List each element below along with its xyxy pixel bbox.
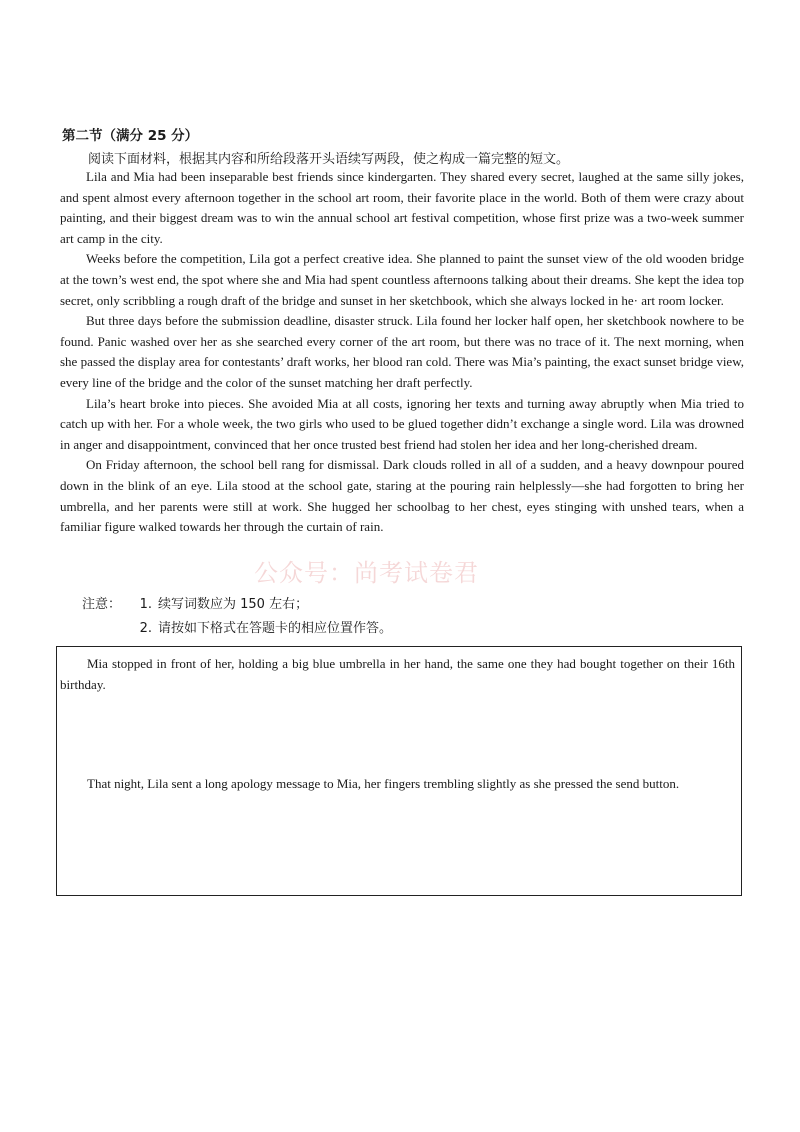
passage-paragraph: On Friday afternoon, the school bell rang for dismissal. Dark clouds rolled in all of a sudden, and a heavy downpour poured down in the blink of an eye. Lila stood at the school gate, staring at the pouring rain helplessly—she had forgotten to bring her umbrella, and her parents were still at work. She hugged her schoolbag to her chest, eyes stinging with unshed tears, when a familiar figure walked towards her through the curtain of rain. — [60, 457, 744, 535]
watermark: 公众号：尚考试卷君 — [254, 559, 479, 587]
passage-paragraph: Lila’s heart broke into pieces. She avoided Mia at all costs, ignoring her texts and turning away abruptly when Mia tried to catch up with her. For a whole week, the two girls who used to be glued together didn’t exchange a single word. Lila was drowned in anger and disappointment, convinced that her once trusted best friend had stolen her idea and her long-cherished dream. — [60, 395, 744, 452]
paragraph2-opening: That night, Lila sent a long apology message to Mia, her fingers trembling slightly as she pressed the send button. — [87, 776, 680, 791]
passage-paragraph: Lila and Mia had been inseparable best friends since kindergarten. They shared every secret, laughed at the same silly jokes, and spent almost every afternoon together in the school art room, their favorite place in the world. Both of them were crazy about painting, and their biggest dream was to win the annual school art festival competition, whose first prize was a two-week summer art camp in the city. — [60, 169, 744, 246]
answer-box[interactable] — [56, 646, 742, 896]
reading-passage — [60, 167, 744, 538]
note-item — [82, 617, 392, 641]
note-number: 2. — [139, 621, 152, 636]
note-item — [82, 593, 392, 617]
instruction-text: 阅读下面材料，根据其内容和所给段落开头语续写两段，使之构成一篇完整的短文。 — [88, 152, 570, 167]
paragraph1-opening: Mia stopped in front of her, holding a big blue umbrella in her hand, the same one they had bought together on their 16th birthday. — [60, 656, 735, 692]
notes-label: 注意： — [82, 597, 122, 612]
note-number: 1. — [139, 597, 152, 612]
note-text: 续写词数应为 150 左右； — [158, 597, 309, 612]
passage-paragraph: Weeks before the competition, Lila got a perfect creative idea. She planned to paint the sunset view of the old wooden bridge at the town’s west end, the spot where she and Mia had spent countless afternoons talking about their dreams. She kept the idea top secret, only scribbling a rough draft of the bridge and sunset in her sketchbook, which she always locked in he· art room locker. — [60, 251, 744, 308]
section-title: 第二节（满分 25 分） — [62, 128, 199, 144]
notes-section — [82, 593, 392, 641]
passage-paragraph: But three days before the submission deadline, disaster struck. Lila found her locker half open, her sketchbook nowhere to be found. Panic washed over her as she searched every corner of the art room, but there was no trace of it. The next morning, when she passed the display area for contestants’ draft works, her blood ran cold. There was Mia’s painting, the exact sunset bridge view, every line of the bridge and the color of the sunset matching her draft perfectly. — [60, 313, 744, 390]
note-text: 请按如下格式在答题卡的相应位置作答。 — [158, 621, 393, 636]
